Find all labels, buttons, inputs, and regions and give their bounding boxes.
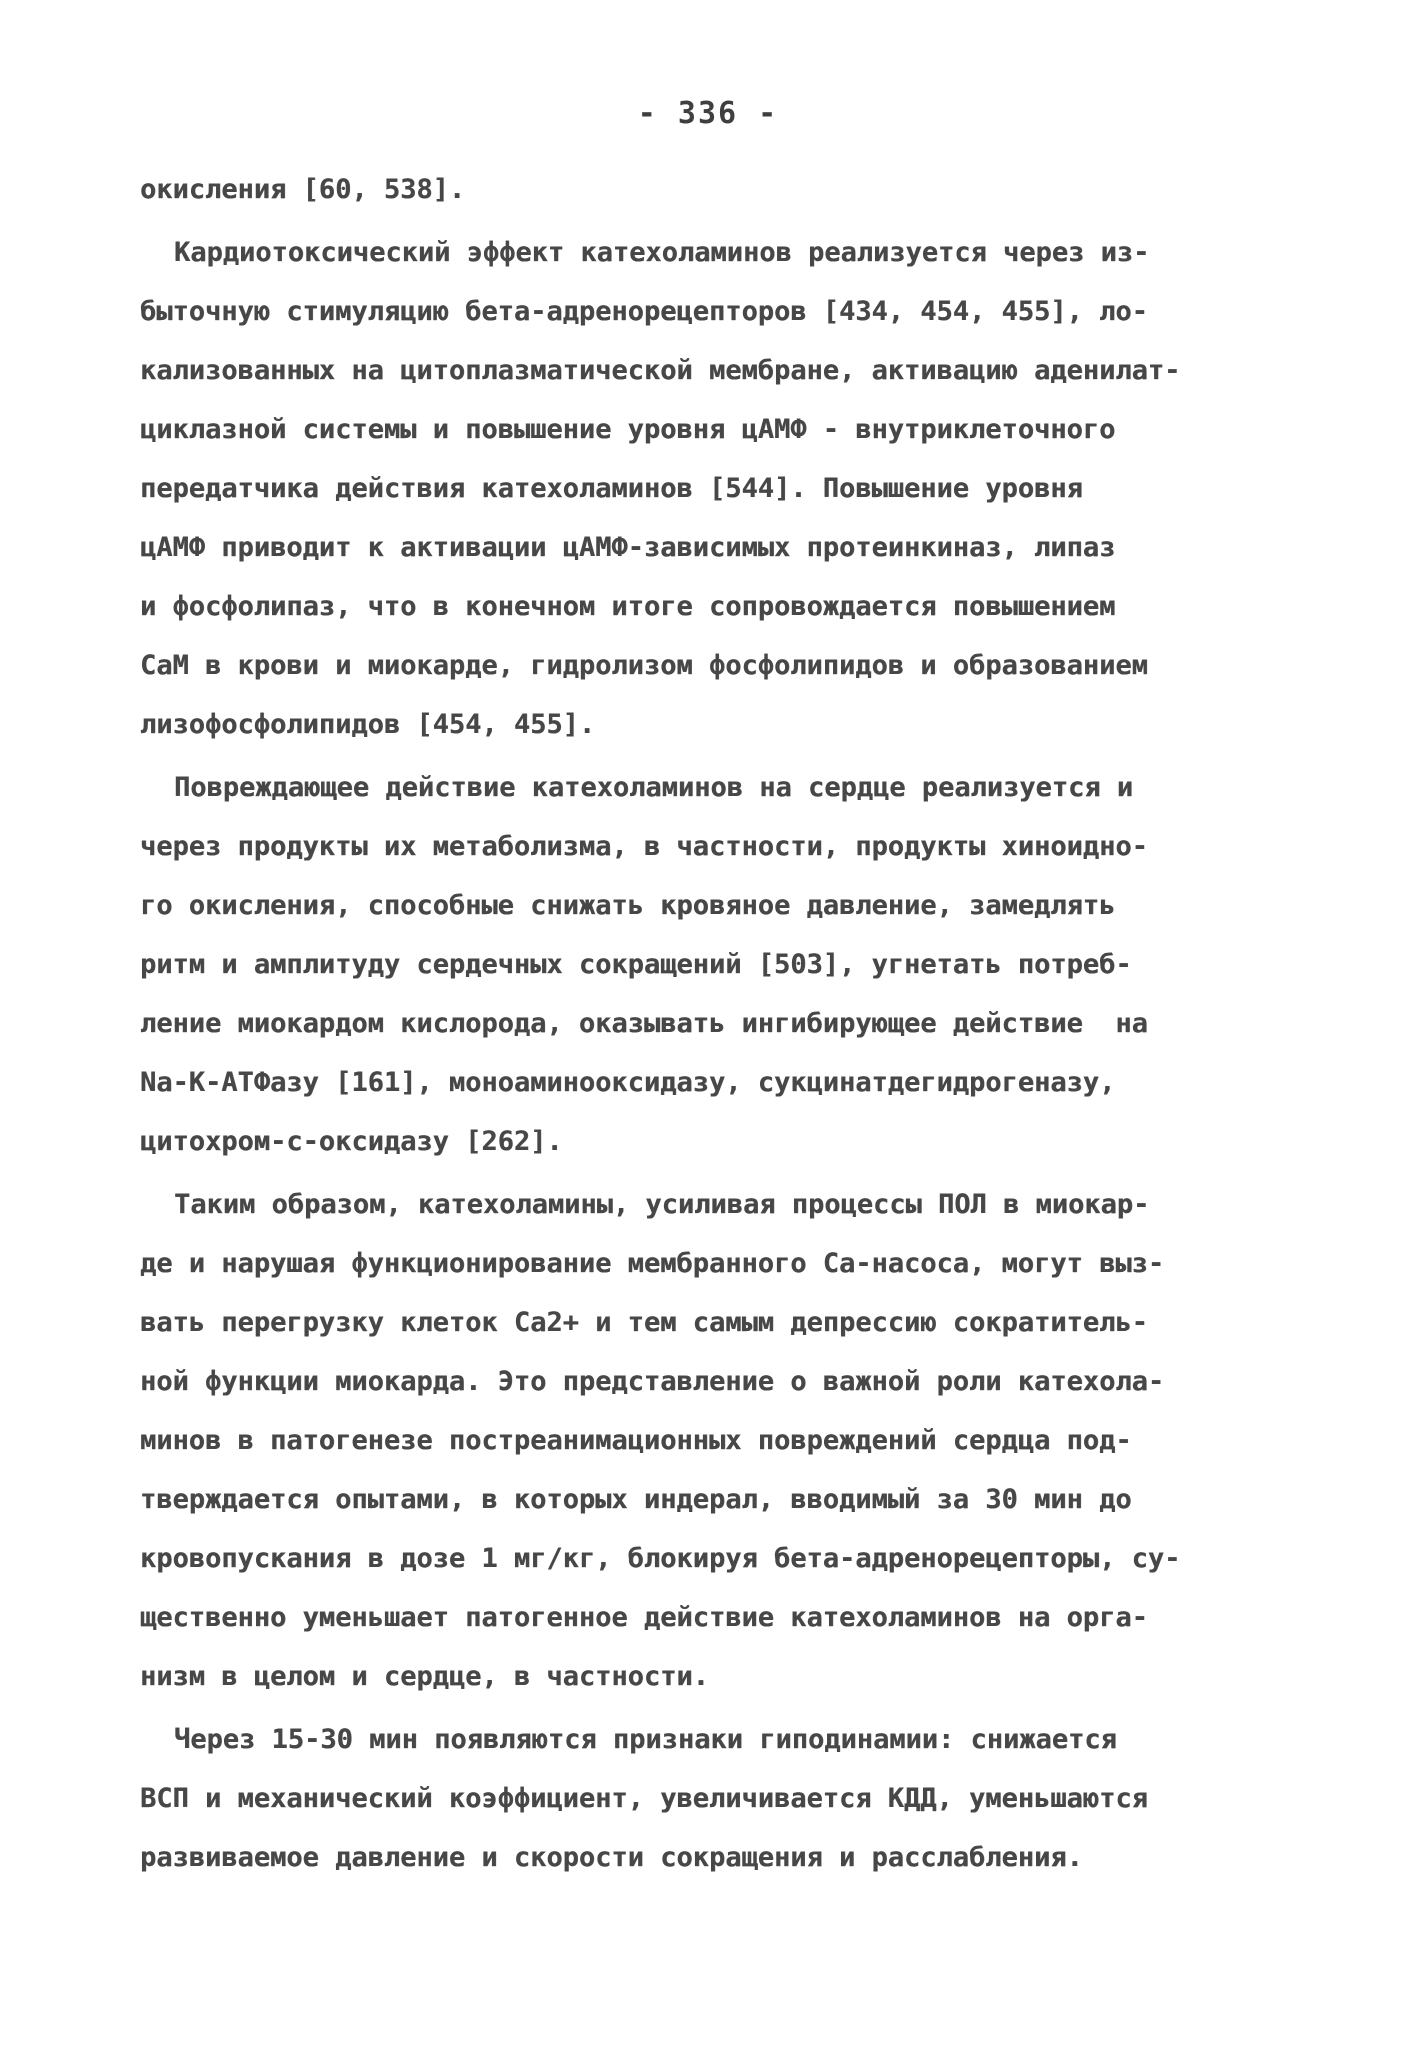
text-line: вать перегрузку клеток Ca2+ и тем самым депрессию сократитель- [140, 1307, 1148, 1338]
text-line: цитохром-с-оксидазу [262]. [140, 1126, 563, 1157]
paragraph [140, 1710, 1290, 1887]
body-text [140, 160, 1290, 1891]
text-line: через продукты их метаболизма, в частности, продукты хиноидно- [140, 831, 1148, 862]
text-line: минов в патогенезе постреанимационных повреждений сердца под- [140, 1425, 1132, 1456]
text-line: СаМ в крови и миокарде, гидролизом фосфолипидов и образованием [140, 650, 1148, 681]
text-line: тверждается опытами, в которых индерал, вводимый за 30 мин до [140, 1484, 1132, 1515]
text-line: Na-K-АТФазу [161], моноаминооксидазу, сукцинатдегидрогеназу, [140, 1067, 1116, 1098]
text-line: Таким образом, катехоламины, усиливая процессы ПОЛ в миокар- [174, 1189, 1150, 1220]
text-line: цАМФ приводит к активации цАМФ-зависимых протеинкиназ, липаз [140, 532, 1116, 563]
text-line: ной функции миокарда. Это представление о важной роли катехола- [140, 1366, 1165, 1397]
text-line: циклазной системы и повышение уровня цАМФ - внутриклеточного [140, 414, 1116, 445]
text-line: щественно уменьшает патогенное действие катехоламинов на орга- [140, 1602, 1148, 1633]
paragraph [140, 223, 1290, 754]
text-line: Повреждающее действие катехоламинов на сердце реализуется и [174, 772, 1134, 803]
text-line: го окисления, способные снижать кровяное давление, замедлять [140, 890, 1116, 921]
paragraph [140, 758, 1290, 1171]
text-line: кровопускания в дозе 1 мг/кг, блокируя бета-адренорецепторы, су- [140, 1543, 1181, 1574]
text-line: ритм и амплитуду сердечных сокращений [503], угнетать потреб- [140, 949, 1132, 980]
text-line: развиваемое давление и скорости сокращения и расслабления. [140, 1842, 1083, 1873]
text-line: быточную стимуляцию бета-адренорецепторов [434, 454, 455], ло- [140, 296, 1148, 327]
paragraph [140, 160, 1290, 219]
text-line: ВСП и механический коэффициент, увеличивается КДД, уменьшаются [140, 1783, 1148, 1814]
text-line: ление миокардом кислорода, оказывать ингибирующее действие на [140, 1008, 1148, 1039]
page-number: - 336 - [637, 96, 779, 131]
text-line: Кардиотоксический эффект катехоламинов реализуется через из- [174, 237, 1150, 268]
text-line: лизофосфолипидов [454, 455]. [140, 709, 596, 740]
text-line: окисления [60, 538]. [140, 174, 466, 205]
text-line: де и нарушая функционирование мембранного Са-насоса, могут выз- [140, 1248, 1165, 1279]
text-line: кализованных на цитоплазматической мембране, активацию аденилат- [140, 355, 1181, 386]
text-line: низм в целом и сердце, в частности. [140, 1661, 709, 1692]
text-line: Через 15-30 мин появляются признаки гиподинамии: снижается [174, 1724, 1117, 1755]
paragraph [140, 1175, 1290, 1706]
text-line: и фосфолипаз, что в конечном итоге сопровождается повышением [140, 591, 1116, 622]
text-line: передатчика действия катехоламинов [544]. Повышение уровня [140, 473, 1083, 504]
